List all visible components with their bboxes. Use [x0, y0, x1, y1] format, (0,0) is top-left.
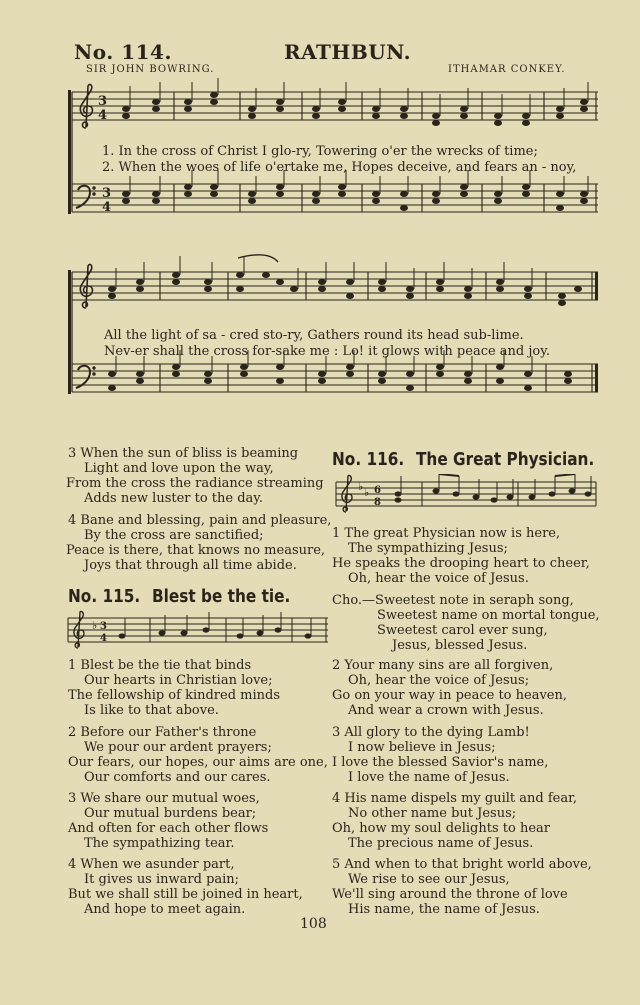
stanza-line: Our fears, our hopes, our aims are one,: [68, 755, 328, 770]
svg-text:♭: ♭: [92, 619, 98, 632]
hymn-115-title: Blest be the tie.: [152, 586, 291, 607]
stanza-line: Peace is there, that knows no measure,: [66, 543, 326, 558]
chorus-line: Sweetest carol ever sung,: [377, 623, 548, 638]
hymn-115-number: No. 115.: [68, 586, 141, 607]
stanza-line: 2 Before our Father's throne: [68, 725, 257, 740]
stanza-line: 4 When we asunder part,: [68, 857, 235, 872]
stanza-line: The precious name of Jesus.: [348, 836, 534, 851]
hymn-114-lyric-line1-verse2: 2. When the woes of life o'ertake me, Hopes deceive, and fears an - noy,: [102, 160, 577, 175]
stanza-line: The sympathizing tear.: [84, 836, 235, 851]
hymn-115-heading: [68, 586, 315, 607]
stanza-line: We'll sing around the throne of love: [332, 887, 568, 902]
stanza-line: The sympathizing Jesus;: [348, 541, 508, 556]
stanza-line: Oh, how my soul delights to hear: [332, 821, 550, 836]
hymn-115-stanza-1: [68, 658, 280, 718]
stanza-line: 3 When the sun of bliss is beaming: [68, 446, 299, 461]
stanza-line: Go on your way in peace to heaven,: [332, 688, 567, 703]
svg-text:♭: ♭: [364, 486, 370, 499]
stanza-line: His name, the name of Jesus.: [348, 902, 540, 917]
hymn-115-stanza-3: [68, 791, 268, 851]
stanza-line: It gives us inward pain;: [84, 872, 240, 887]
hymn-115-stanza-2: [68, 725, 328, 785]
stanza-line: 2 Your many sins are all forgiven,: [332, 658, 554, 673]
hymn-114-tune: RATHBUN.: [284, 40, 412, 64]
stanza-line: Our hearts in Christian love;: [84, 673, 273, 688]
stanza-line: Light and love upon the way,: [84, 461, 274, 476]
stanza-line: And often for each other flows: [68, 821, 269, 836]
hymn-116-title: The Great Physician.: [416, 449, 595, 470]
stanza-line: Oh, hear the voice of Jesus.: [348, 571, 529, 586]
svg-text:8: 8: [374, 497, 381, 508]
stanza-line: We rise to see our Jesus,: [348, 872, 510, 887]
chorus-line: Jesus, blessed Jesus.: [392, 638, 528, 653]
stanza-line: 4 Bane and blessing, pain and pleasure,: [68, 513, 332, 528]
hymn-114-stanza-4: [68, 513, 331, 573]
stanza-line: 3 We share our mutual woes,: [68, 791, 260, 806]
chorus-line: Cho.—Sweetest note in seraph song,: [332, 593, 574, 608]
hymn-115-staff: [66, 610, 330, 652]
stanza-line: 1 The great Physician now is here,: [332, 526, 561, 541]
hymn-114-composer: ITHAMAR CONKEY.: [448, 64, 566, 75]
svg-text:♭: ♭: [358, 480, 364, 493]
svg-text:4: 4: [102, 200, 112, 215]
stanza-line: Our comforts and our cares.: [84, 770, 271, 785]
svg-text:3: 3: [100, 621, 107, 632]
stanza-line: From the cross the radiance streaming: [66, 476, 324, 491]
hymn-116-stanza-1: [332, 526, 590, 586]
svg-text:4: 4: [98, 108, 108, 123]
stanza-line: By the cross are sanctified;: [84, 528, 264, 543]
stanza-line: Adds new luster to the day.: [84, 491, 264, 506]
stanza-line: I love the blessed Savior's name,: [332, 755, 549, 770]
svg-text:3: 3: [98, 94, 108, 109]
stanza-line: Joys that through all time abide.: [84, 558, 297, 573]
stanza-line: But we shall still be joined in heart,: [68, 887, 303, 902]
hymn-116-number: No. 116.: [332, 449, 405, 470]
stanza-line: I now believe in Jesus;: [348, 740, 496, 755]
stanza-line: He speaks the drooping heart to cheer,: [332, 556, 590, 571]
hymn-116-chorus: [332, 593, 600, 653]
hymn-115-stanza-4: [68, 857, 303, 917]
hymn-116-stanza-3: [332, 725, 548, 785]
stanza-line: Is like to that above.: [84, 703, 219, 718]
stanza-line: 1 Blest be the tie that binds: [68, 658, 252, 673]
stanza-line: I love the name of Jesus.: [348, 770, 510, 785]
stanza-line: Our mutual burdens bear;: [84, 806, 257, 821]
svg-text:3: 3: [102, 186, 112, 201]
treble-staff: [72, 92, 598, 120]
stanza-line: And wear a crown with Jesus.: [348, 703, 544, 718]
hymn-116-staff: [334, 474, 598, 516]
stanza-line: 3 All glory to the dying Lamb!: [332, 725, 530, 740]
stanza-line: 5 And when to that bright world above,: [332, 857, 592, 872]
svg-text:6: 6: [374, 485, 381, 496]
hymn-114-lyric-line2-verse1: All the light of sa - cred sto-ry, Gathers round its head sub-lime.: [104, 328, 524, 343]
hymn-114-lyric-line2-verse2: Nev-er shall the cross for-sake me : Lo! it glows with peace and joy.: [104, 344, 550, 359]
treble-stems: [130, 78, 588, 116]
stanza-line: No other name but Jesus;: [348, 806, 517, 821]
stanza-line: We pour our ardent prayers;: [84, 740, 272, 755]
stanza-line: Oh, hear the voice of Jesus;: [348, 673, 530, 688]
hymn-116-stanza-4: [332, 791, 577, 851]
stanza-line: 4 His name dispels my guilt and fear,: [332, 791, 578, 806]
hymn-116-stanza-2: [332, 658, 567, 718]
chorus-line: Sweetest name on mortal tongue,: [377, 608, 600, 623]
stanza-line: The fellowship of kindred minds: [68, 688, 281, 703]
hymn-114-author: SIR JOHN BOWRING.: [86, 64, 215, 75]
hymn-116-heading: [332, 449, 626, 470]
hymn-114-lyric-line1-verse1: 1. In the cross of Christ I glo-ry, Towering o'er the wrecks of time;: [102, 144, 538, 159]
stanza-line: And hope to meet again.: [84, 902, 246, 917]
page-number: 108: [300, 916, 327, 932]
svg-text:4: 4: [100, 633, 107, 644]
hymn-114-stanza-3: [68, 446, 324, 506]
hymn-114-number: No. 114.: [74, 40, 172, 64]
hymn-116-stanza-5: [332, 857, 592, 917]
bass-staff: [72, 184, 598, 212]
